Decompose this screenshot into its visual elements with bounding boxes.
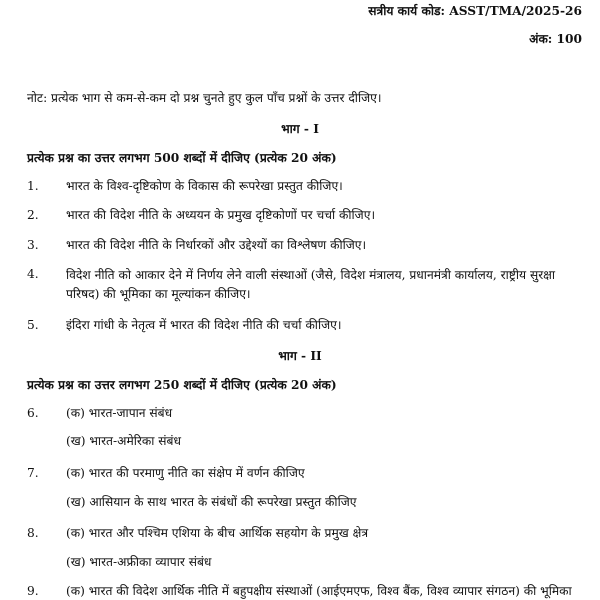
part2-title: भाग - II bbox=[278, 349, 322, 363]
subquestion-a: (क) भारत की विदेश आर्थिक नीति में बहुपक्षीय संस्थाओं (आईएमएफ, विश्व बैंक, विश्व व्यापार संगठन) की भूमिका bbox=[66, 584, 572, 598]
question-number: 4. bbox=[27, 267, 39, 281]
question-number: 1. bbox=[27, 179, 39, 193]
subquestion-a: (क) भारत की परमाणु नीति का संक्षेप में वर्णन कीजिए bbox=[66, 466, 305, 480]
question-text: भारत की विदेश नीति के निर्धारकों और उद्देश्यों का विश्लेषण कीजिए। bbox=[66, 238, 367, 252]
note-text: नोट: प्रत्येक भाग से कम-से-कम दो प्रश्न चुनते हुए कुल पाँच प्रश्नों के उत्तर दीजिए। bbox=[27, 91, 382, 105]
subquestion-a: (क) भारत और पश्चिम एशिया के बीच आर्थिक सहयोग के प्रमुख क्षेत्र bbox=[66, 526, 369, 540]
subquestion-b: (ख) आसियान के साथ भारत के संबंधों की रूपरेखा प्रस्तुत कीजिए bbox=[66, 495, 357, 509]
question-text: भारत के विश्व-दृष्टिकोण के विकास की रूपरेखा प्रस्तुत कीजिए। bbox=[66, 179, 343, 193]
subquestion-b: (ख) भारत-अमेरिका संबंध bbox=[66, 434, 181, 448]
question-number: 2. bbox=[27, 208, 39, 222]
question-number: 6. bbox=[27, 406, 39, 420]
part2-instruction: प्रत्येक प्रश्न का उत्तर लगभग 250 शब्दों में दीजिए (प्रत्येक 20 अंक) bbox=[27, 378, 337, 392]
question-number: 8. bbox=[27, 526, 39, 540]
question-number: 3. bbox=[27, 238, 39, 252]
question-text: भारत की विदेश नीति के अध्ययन के प्रमुख दृष्टिकोणों पर चर्चा कीजिए। bbox=[66, 208, 376, 222]
subquestion-a: (क) भारत-जापान संबंध bbox=[66, 406, 173, 420]
total-marks: अंक: 100 bbox=[529, 32, 582, 46]
question-number: 5. bbox=[27, 318, 39, 332]
question-number: 9. bbox=[27, 584, 39, 598]
assignment-code: सत्रीय कार्य कोड: ASST/TMA/2025-26 bbox=[368, 4, 582, 18]
part1-title: भाग - I bbox=[281, 122, 319, 136]
question-number: 7. bbox=[27, 466, 39, 480]
part1-instruction: प्रत्येक प्रश्न का उत्तर लगभग 500 शब्दों में दीजिए (प्रत्येक 20 अंक) bbox=[27, 151, 337, 165]
question-text: विदेश नीति को आकार देने में निर्णय लेने वाली संस्थाओं (जैसे, विदेश मंत्रालय, प्रधानमंत्री कार्यालय, राष्ट्रीय सुरक्षा परिषद) की भूमिका का मूल्यांकन कीजिए। bbox=[66, 268, 556, 301]
subquestion-b: (ख) भारत-अफ्रीका व्यापार संबंध bbox=[66, 555, 212, 569]
question-text: इंदिरा गांधी के नेतृत्व में भारत की विदेश नीति की चर्चा कीजिए। bbox=[66, 318, 342, 332]
